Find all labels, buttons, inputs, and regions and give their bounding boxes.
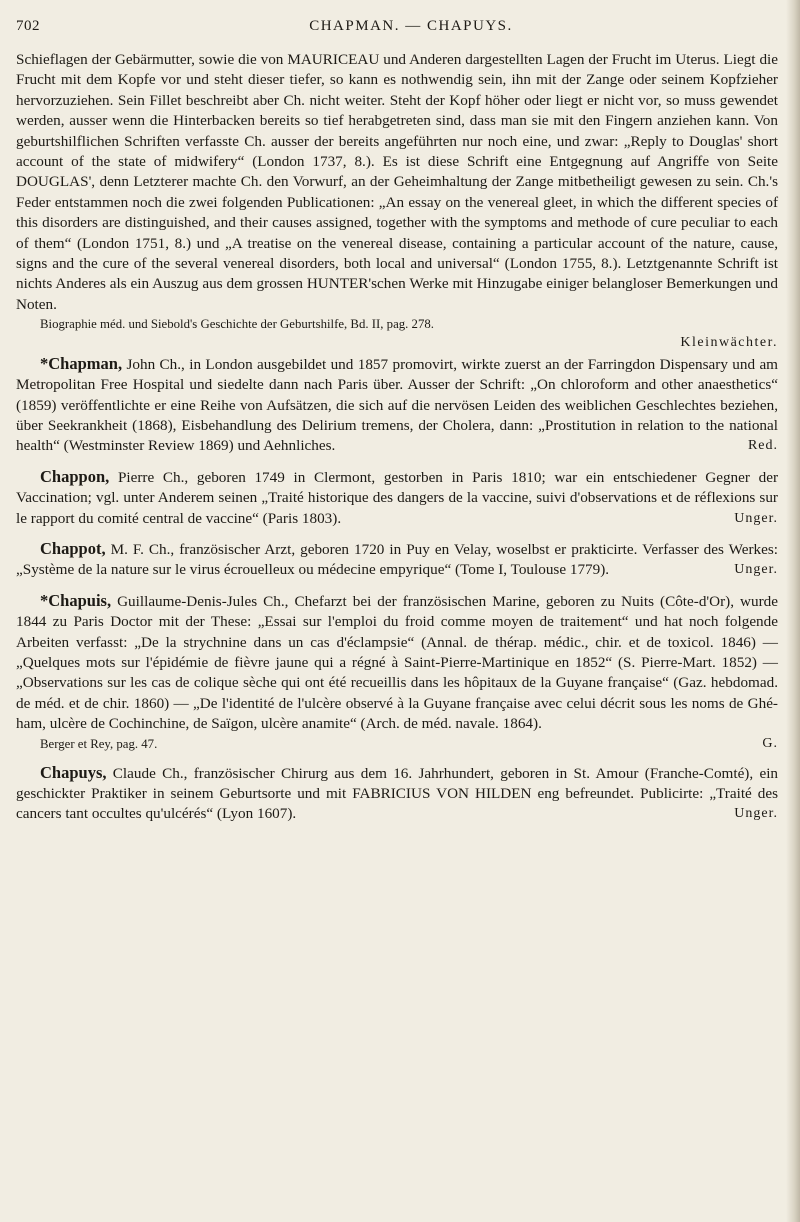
entry-continuation-text: Schieflagen der Gebärmutter, sowie die von MAURICEAU und Anderen dargestellten Lagen der Frucht im Uterus. Liegt die Frucht mit dem Kopfe vor und steht dieser tiefer, so kann es nothwendig sein, ihn mit der Zange oder seinem Kopfzieher hervorzuziehen. Sein Fillet beschreibt aber Ch. nicht weiter. Steht der Kopf höher oder liegt er nicht vor, so muss gewendet werden, ausser wenn die Hinterbacken bereits so tief herabgetreten sind, dass man sie mit den Fingern anziehen kann. Von geburtshilflichen Schriften verfasste Ch. ausser der bereits angeführten nur noch eine, und zwar: „Reply to Douglas' short account of the state of midwifery“ (London 1737, 8.). Es ist diese Schrift eine Entgegnung auf Angriffe von Seite DOUGLAS', denn Letzterer machte Ch. den Vorwurf, an der Geheimhaltung der Zange mitbetheiligt gewesen zu sein. Ch.'s Feder entstammen noch die zwei folgenden Publicationen: „An essay on the venereal gleet, in which the different species of this disorders are distinguished, and their causes assigned, together with the symptoms and methode of cure peculiar to each of them“ (London 1751, 8.) und „A treatise on the venereal disease, containing a particular account of the nature, cause, signs and the cure of the several venereal disorders, both local and universal“ (London 1755, 8.). Letztgenannte Schrift ist nichts Anderes als ein Auszug aus dem grossen HUNTER'schen Werke mit Hinzugabe einiger belangloser Bemerkungen und Noten. [16, 51, 778, 313]
author-signature: Kleinwächter. [680, 335, 778, 351]
author-signature: Unger. [734, 806, 778, 822]
source-reference [16, 315, 778, 333]
entry-text: Guillaume-Denis-Jules Ch., Chefarzt bei der französischen Marine, geboren zu Nuits (Côte-d'Or), wurde 1844 zu Paris Doctor mit der These: „Essai sur l'emploi du froid comme moyen de traitement“ und hat noch folgende Arbeiten verfasst: „De la strychnine dans un cas d'éclampsie“ (Annal. de thérap. médic., chir. et de toxicol. 1846) — „Quelques mots sur l'épidémie de fièvre jaune qui a régné à Saint-Pierre-Martinique en 1852“ (S. Pierre-Mart. 1852) — „Observations sur les cas de colique sèche qui ont été recueillis dans les hôpitaux de la Guyane française“ (Gaz. hebdomad. de méd. et de chir. 1860) — „De l'identité de l'ulcère observé à la Guyane française avec celui décrit sous les noms de Ghé-ham, ulcère de Cochinchine, de Saïgon, ulcère anamite“ (Arch. de méd. navale. 1864). [16, 592, 778, 733]
entry-text: Claude Ch., französischer Chirurg aus dem 16. Jahrhundert, geboren in St. Amour (Franche-Comté), ein geschickter Praktiker in seinem Geburtsorte und mit FABRICIUS VON HILDEN eng befreundet. Publicirte: „Traité des cancers tant occultes qu'ulcérés“ (Lyon 1607). [16, 764, 779, 823]
source-text: Biographie méd. und Siebold's Geschichte der Geburtshilfe, Bd. II, pag. 278. [40, 317, 434, 332]
entry-chappon [16, 467, 778, 529]
author-signature: Red. [747, 438, 778, 454]
entry-chapuys [16, 763, 778, 825]
page-body [16, 50, 778, 825]
entry-headword: *Chapuis, [40, 590, 112, 610]
entry-chapuis [16, 591, 778, 735]
entry-headword: Chappot, [40, 538, 106, 558]
entry-chappot [16, 539, 778, 581]
source-reference [16, 735, 778, 753]
entry-headword: Chapuys, [40, 762, 107, 782]
source-text: Berger et Rey, pag. 47. [40, 736, 158, 751]
entry-text: M. F. Ch., französischer Arzt, geboren 1720 in Puy en Velay, woselbst er prakticirte. Verfasser des Werkes: „Système de la nature sur le virus écrouelleux ou médecine empyrique“ (Tome I, Toulouse 1779). [16, 540, 778, 579]
running-title: CHAPMAN. — CHAPUYS. [309, 18, 513, 34]
entry-headword: *Chapman, [40, 353, 123, 373]
author-signature: G. [762, 735, 778, 751]
entry-chapman [16, 354, 778, 457]
book-page [16, 0, 782, 1222]
author-signature: Unger. [734, 510, 778, 526]
entry-text: Pierre Ch., geboren 1749 in Clermont, gestorben in Paris 1810; war ein entschiedener Gegner der Vaccination; vgl. unter Anderem seinen „Traité historique des dangers de la vaccine, suivi d'observations et de réflexions sur le rapport du comité central de vaccine“ (Paris 1803). [16, 468, 779, 527]
running-header [16, 14, 786, 40]
page-number: 702 [16, 18, 40, 34]
author-signature: Unger. [734, 562, 778, 578]
entry-headword: Chappon, [40, 466, 110, 486]
entry-text: John Ch., in London ausgebildet und 1857 promovirt, wirkte zuerst an der Farringdon Dispensary und am Metropolitan Free Hospital und siedelte dann nach Paris über. Ausser der Schrift: „On chloroform and other anaesthetics“ (1859) veröffentlichte er eine Reihe von Aufsätzen, die sich auf die nervösen Leiden des weiblichen Geschlechtes beziehen, über Seekrankheit (1868), Eisbehandlung des Delirium tremens, der Cholera, dann: „Prostitution in relation to the national health“ (Westminster Review 1869) und Aehnliches. [16, 355, 778, 455]
page-edge [786, 0, 800, 1222]
